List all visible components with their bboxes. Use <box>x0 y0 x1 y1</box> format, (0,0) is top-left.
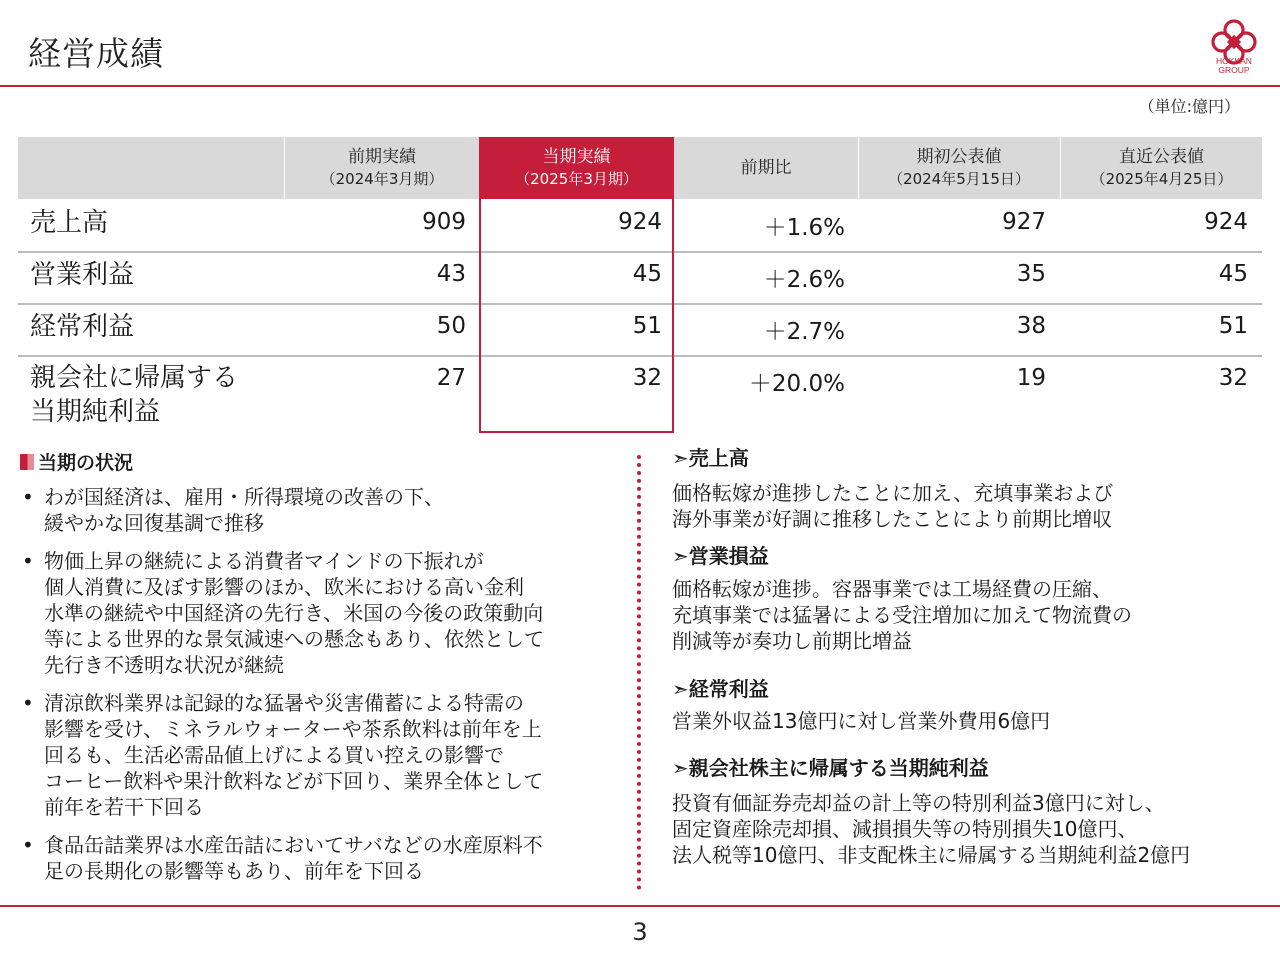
analysis-heading-sales: ➣売上高 <box>672 446 749 470</box>
cell-initial: 35 <box>1016 261 1046 287</box>
cell-prev: 909 <box>422 209 466 235</box>
header-prev: 前期実績 （2024年3月期） <box>320 147 444 188</box>
row-label: 親会社に帰属する 当期純利益 <box>30 363 239 427</box>
cell-current: 45 <box>632 261 662 287</box>
cell-prev: 43 <box>436 261 466 287</box>
cell-current: 51 <box>632 313 662 339</box>
section-marker-icon <box>20 454 34 470</box>
header-current: 当期実績 （2025年3月期） <box>479 137 674 199</box>
current-period-highlight <box>479 199 674 433</box>
analysis-text-ordinary: 営業外収益13億円に対し営業外費用6億円 <box>672 709 1051 733</box>
status-heading: 当期の状況 <box>20 448 133 475</box>
analysis-heading-net: ➣親会社株主に帰属する当期純利益 <box>672 756 989 780</box>
analysis-text-operating: 価格転嫁が進捗。容器事業では工場経費の圧縮、 充填事業では猛暑による受注増加に加えて物流費の 削減等が奏功し前期比増益 <box>672 577 1132 653</box>
cell-yoy: ＋2.7% <box>763 319 845 345</box>
list-item: • わが国経済は、雇用・所得環境の改善の下、 緩やかな回復基調で推移 <box>22 484 612 536</box>
row-label: 営業利益 <box>30 260 135 290</box>
analysis-heading-operating: ➣営業損益 <box>672 544 769 568</box>
row-label: 売上高 <box>30 208 109 238</box>
logo-text: HOKKAN GROUP <box>1216 56 1252 75</box>
header-initial: 期初公表値 （2024年5月15日） <box>888 147 1030 188</box>
cell-latest: 45 <box>1218 261 1248 287</box>
cell-current: 32 <box>632 365 662 391</box>
unit-label: （単位:億円） <box>1138 97 1240 116</box>
page-number: 3 <box>632 918 648 946</box>
header-rule <box>0 85 1280 87</box>
section-divider <box>637 455 641 890</box>
cell-latest: 32 <box>1218 365 1248 391</box>
cell-yoy: ＋2.6% <box>763 267 845 293</box>
footer-rule <box>0 905 1280 907</box>
row-label: 経常利益 <box>30 312 135 342</box>
cell-prev: 27 <box>436 365 466 391</box>
cell-initial: 19 <box>1016 365 1046 391</box>
cell-initial: 927 <box>1002 209 1046 235</box>
cell-yoy: ＋1.6% <box>763 215 845 241</box>
list-item: • 食品缶詰業界は水産缶詰においてサバなどの水産原料不 足の長期化の影響等もあり、前年を下回る <box>22 832 612 884</box>
list-item: • 物価上昇の継続による消費者マインドの下振れが 個人消費に及ぼす影響のほか、欧米における高い金利 水準の継続や中国経済の先行き、米国の今後の政策動向 等による世界的な景気減速への懸念もあり、依然として 先行き不透明な状況が継続 <box>22 548 612 678</box>
analysis-text-sales: 価格転嫁が進捗したことに加え、充填事業および 海外事業が好調に推移したことにより前期比増収 <box>672 481 1114 531</box>
cell-initial: 38 <box>1016 313 1046 339</box>
analysis-heading-ordinary: ➣経常利益 <box>672 677 769 701</box>
list-item: • 清涼飲料業界は記録的な猛暑や災害備蓄による特需の 影響を受け、ミネラルウォーターや茶系飲料は前年を上 回るも、生活必需品値上げによる買い控えの影響で コーヒー飲料や果汁飲料などが下回り、業界全体として 前年を若干下回る <box>22 690 612 820</box>
page-title: 経営成績 <box>28 34 164 73</box>
cell-yoy: ＋20.0% <box>748 371 845 397</box>
header-yoy: 前期比 <box>740 158 792 178</box>
cell-latest: 924 <box>1204 209 1248 235</box>
header-latest: 直近公表値 （2025年4月25日） <box>1090 147 1233 188</box>
analysis-text-net: 投資有価証券売却益の計上等の特別利益3億円に対し、 固定資産除売却損、減損損失等の特別損失10億円、 法人税等10億円、非支配株主に帰属する当期純利益2億円 <box>672 791 1191 867</box>
cell-prev: 50 <box>436 313 466 339</box>
cell-latest: 51 <box>1218 313 1248 339</box>
cell-current: 924 <box>618 209 662 235</box>
status-list <box>22 484 612 896</box>
